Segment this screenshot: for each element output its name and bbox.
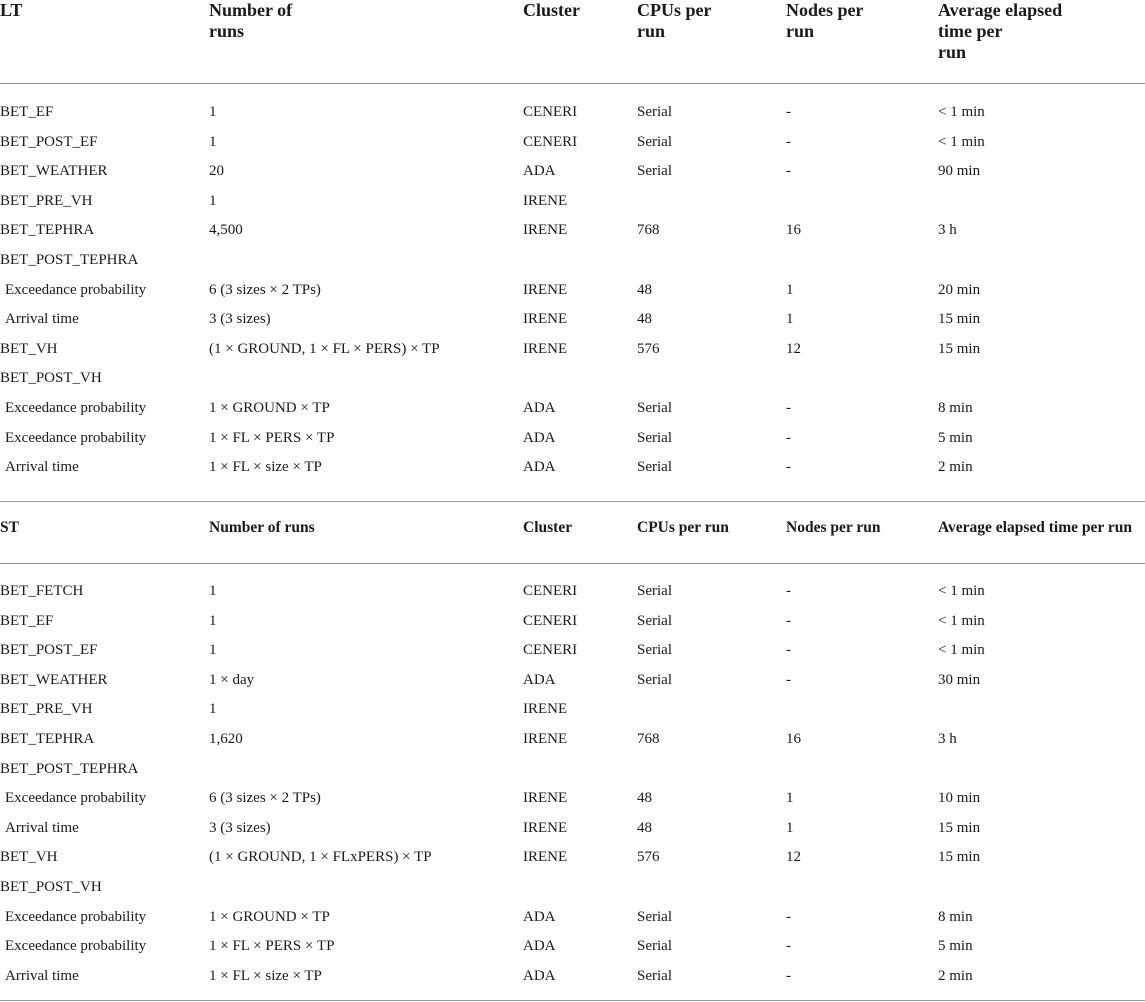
cell-name: Arrival time: [5, 459, 79, 476]
cell-cpus: 48: [637, 281, 652, 298]
cell-nodes: 1: [786, 281, 794, 298]
cell-nodes: -: [786, 429, 791, 446]
cell-runs: 1 × GROUND × TP: [209, 908, 330, 925]
cell-time: 15 min: [938, 819, 981, 836]
cell-name: BET_POST_EF: [0, 642, 98, 659]
cell-name: BET_VH: [0, 849, 58, 866]
table-row: [0, 220, 1145, 250]
st-header-cluster: Cluster: [523, 519, 573, 536]
cell-runs: 4,500: [209, 222, 243, 239]
cell-name: Exceedance probability: [5, 281, 147, 298]
cell-runs: 1: [209, 133, 217, 150]
table-row: [0, 161, 1145, 191]
cell-cpus: Serial: [637, 612, 672, 629]
lt-header-nodes: Nodes per run: [786, 0, 864, 41]
cell-cluster: CENERI: [523, 133, 578, 150]
cell-name: BET_POST_EF: [0, 133, 98, 150]
lt-header-time: Average elapsed time per run: [938, 0, 1063, 62]
cell-cluster: IRENE: [523, 222, 568, 239]
cell-name: BET_PRE_VH: [0, 701, 93, 718]
cell-time: 5 min: [938, 429, 973, 446]
cell-runs: 1 × GROUND × TP: [209, 400, 330, 416]
cell-time: 2 min: [938, 459, 973, 476]
cell-nodes: -: [786, 938, 791, 955]
cell-nodes: 16: [786, 731, 801, 747]
table-row: [0, 788, 1145, 818]
cell-name: BET_VH: [0, 340, 58, 357]
cell-name: BET_EF: [0, 612, 54, 629]
cell-name: BET_EF: [0, 104, 54, 120]
cell-nodes: 12: [786, 340, 801, 357]
cell-cluster: CENERI: [523, 642, 578, 659]
table-row: [0, 309, 1145, 339]
cell-name: BET_WEATHER: [0, 671, 108, 688]
cell-cluster: ADA: [523, 459, 556, 476]
table-row: [0, 457, 1145, 487]
cell-cpus: Serial: [637, 938, 672, 955]
cell-cluster: ADA: [523, 938, 556, 955]
cell-time: 3 h: [938, 731, 957, 747]
cell-cpus: 48: [637, 819, 652, 836]
cell-cpus: 768: [637, 731, 660, 747]
cell-name: Exceedance probability: [5, 938, 147, 955]
cell-name: Arrival time: [5, 819, 79, 836]
cell-cluster: IRENE: [523, 790, 568, 807]
cell-runs: (1 × GROUND, 1 × FLxPERS) × TP: [209, 849, 432, 866]
cell-time: 2 min: [938, 967, 973, 984]
cell-cpus: Serial: [637, 459, 672, 476]
cell-name: BET_POST_TEPHRA: [0, 252, 139, 268]
table-row: [0, 966, 1145, 996]
cell-time: 3 h: [938, 222, 957, 239]
cell-cluster: IRENE: [523, 192, 568, 209]
cell-name: Exceedance probability: [5, 790, 147, 807]
table-row: [0, 611, 1145, 641]
cell-time: < 1 min: [938, 133, 985, 150]
cell-cpus: Serial: [637, 583, 672, 599]
cell-nodes: 16: [786, 222, 801, 239]
cell-time: < 1 min: [938, 104, 985, 120]
cell-name: Arrival time: [5, 967, 79, 984]
lt-header-runs: Number of runs: [209, 0, 293, 41]
cell-runs: 3 (3 sizes): [209, 311, 271, 328]
cell-cpus: 768: [637, 222, 660, 239]
cell-cpus: Serial: [637, 967, 672, 984]
cell-runs: (1 × GROUND, 1 × FL × PERS) × TP: [209, 340, 440, 357]
table-row: [0, 847, 1145, 877]
cell-nodes: -: [786, 459, 791, 476]
cell-nodes: -: [786, 583, 791, 599]
cell-name: Arrival time: [5, 311, 79, 328]
table-row: [0, 729, 1145, 759]
cell-time: 90 min: [938, 163, 981, 180]
cell-nodes: -: [786, 163, 791, 180]
table-row: [0, 191, 1145, 221]
cell-cluster: CENERI: [523, 612, 578, 629]
st-header-nodes: Nodes per run: [786, 519, 881, 536]
cell-cpus: Serial: [637, 133, 672, 150]
cell-name: Exceedance probability: [5, 429, 147, 446]
cell-nodes: -: [786, 671, 791, 688]
cell-cpus: Serial: [637, 642, 672, 659]
table-row: [0, 818, 1145, 848]
cell-nodes: -: [786, 967, 791, 984]
table-row: [0, 339, 1145, 369]
table-bottom-rule: [0, 1000, 1145, 1001]
cell-name: Exceedance probability: [5, 400, 147, 416]
cell-cluster: IRENE: [523, 281, 568, 298]
cell-cluster: ADA: [523, 400, 556, 416]
table-row: [0, 250, 1145, 280]
cell-cpus: 48: [637, 311, 652, 328]
cell-time: 20 min: [938, 281, 981, 298]
cell-name: BET_PRE_VH: [0, 192, 93, 209]
lt-header-cpus: CPUs per run: [637, 0, 712, 41]
cell-time: 30 min: [938, 671, 981, 688]
st-header-time: Average elapsed time per run: [938, 519, 1132, 536]
st-header-name: ST: [0, 519, 19, 536]
table-row: [0, 877, 1145, 907]
cell-time: 8 min: [938, 908, 973, 925]
table-row: [0, 280, 1145, 310]
cell-cluster: ADA: [523, 163, 556, 180]
cell-runs: 1 × day: [209, 671, 255, 688]
cell-time: < 1 min: [938, 612, 985, 629]
cell-nodes: 1: [786, 790, 794, 807]
cell-name: BET_POST_VH: [0, 879, 102, 895]
cell-runs: 1: [209, 104, 217, 120]
lt-header-name: LT: [0, 0, 23, 20]
cell-nodes: -: [786, 133, 791, 150]
cell-time: 5 min: [938, 938, 973, 955]
cell-name: BET_POST_VH: [0, 370, 102, 387]
cell-name: BET_TEPHRA: [0, 731, 95, 747]
cell-cpus: Serial: [637, 163, 672, 180]
cell-cluster: ADA: [523, 671, 556, 688]
table-row: [0, 428, 1145, 458]
table-row: [0, 907, 1145, 937]
cell-nodes: -: [786, 104, 791, 120]
cell-cluster: IRENE: [523, 819, 568, 836]
cell-cluster: ADA: [523, 429, 556, 446]
st-header-runs: Number of runs: [209, 519, 315, 536]
cell-nodes: -: [786, 908, 791, 925]
cell-runs: 1: [209, 192, 217, 209]
cell-time: 8 min: [938, 400, 973, 416]
cell-name: BET_TEPHRA: [0, 222, 95, 239]
cell-cluster: IRENE: [523, 311, 568, 328]
cell-runs: 1: [209, 612, 217, 629]
cell-cpus: 48: [637, 790, 652, 807]
table-row: [0, 102, 1145, 132]
cell-cluster: CENERI: [523, 583, 578, 599]
cell-cpus: Serial: [637, 104, 672, 120]
cell-name: BET_FETCH: [0, 583, 84, 599]
cell-time: 15 min: [938, 340, 981, 357]
cell-time: 15 min: [938, 849, 981, 866]
table-row: [0, 759, 1145, 789]
table-row: [0, 640, 1145, 670]
cell-runs: 1 × FL × size × TP: [209, 459, 322, 476]
cell-cluster: IRENE: [523, 701, 568, 718]
cell-runs: 6 (3 sizes × 2 TPs): [209, 790, 321, 807]
table-row: [0, 699, 1145, 729]
cell-cluster: ADA: [523, 908, 556, 925]
cell-nodes: -: [786, 642, 791, 659]
table-row: [0, 581, 1145, 611]
table-row: [0, 398, 1145, 428]
cell-time: 10 min: [938, 790, 981, 807]
cell-name: Exceedance probability: [5, 908, 147, 925]
cell-runs: 20: [209, 163, 224, 180]
cell-cluster: CENERI: [523, 104, 578, 120]
cell-cpus: Serial: [637, 400, 672, 416]
cell-runs: 1 × FL × size × TP: [209, 967, 322, 984]
cell-nodes: 12: [786, 849, 801, 866]
cell-runs: 1: [209, 583, 217, 599]
cell-time: < 1 min: [938, 642, 985, 659]
cell-cpus: Serial: [637, 908, 672, 925]
cell-runs: 6 (3 sizes × 2 TPs): [209, 281, 321, 298]
cell-cluster: IRENE: [523, 340, 568, 357]
cell-runs: 1,620: [209, 731, 243, 747]
cell-cpus: Serial: [637, 429, 672, 446]
cell-runs: 1 × FL × PERS × TP: [209, 938, 335, 955]
cell-nodes: 1: [786, 311, 794, 328]
cell-cluster: IRENE: [523, 731, 568, 747]
st-header-cpus: CPUs per run: [637, 519, 729, 536]
cell-nodes: 1: [786, 819, 794, 836]
cell-cluster: IRENE: [523, 849, 568, 866]
cell-runs: 1: [209, 701, 217, 718]
cell-nodes: -: [786, 612, 791, 629]
section-divider: [0, 501, 1145, 502]
lt-header-cluster: Cluster: [523, 0, 580, 20]
table-row: [0, 936, 1145, 966]
cell-time: 15 min: [938, 311, 981, 328]
cell-nodes: -: [786, 400, 791, 416]
st-header-divider: [0, 563, 1145, 564]
lt-header-divider: [0, 83, 1145, 84]
table-row: [0, 670, 1145, 700]
cell-name: BET_WEATHER: [0, 163, 108, 180]
cell-cpus: 576: [637, 340, 660, 357]
table-row: [0, 132, 1145, 162]
cell-name: BET_POST_TEPHRA: [0, 760, 139, 777]
cell-runs: 1: [209, 642, 217, 659]
cell-time: < 1 min: [938, 583, 985, 599]
table-row: [0, 368, 1145, 398]
cell-runs: 3 (3 sizes): [209, 819, 271, 836]
cell-runs: 1 × FL × PERS × TP: [209, 429, 335, 446]
cell-cluster: ADA: [523, 967, 556, 984]
cell-cpus: Serial: [637, 671, 672, 688]
cell-cpus: 576: [637, 849, 660, 866]
